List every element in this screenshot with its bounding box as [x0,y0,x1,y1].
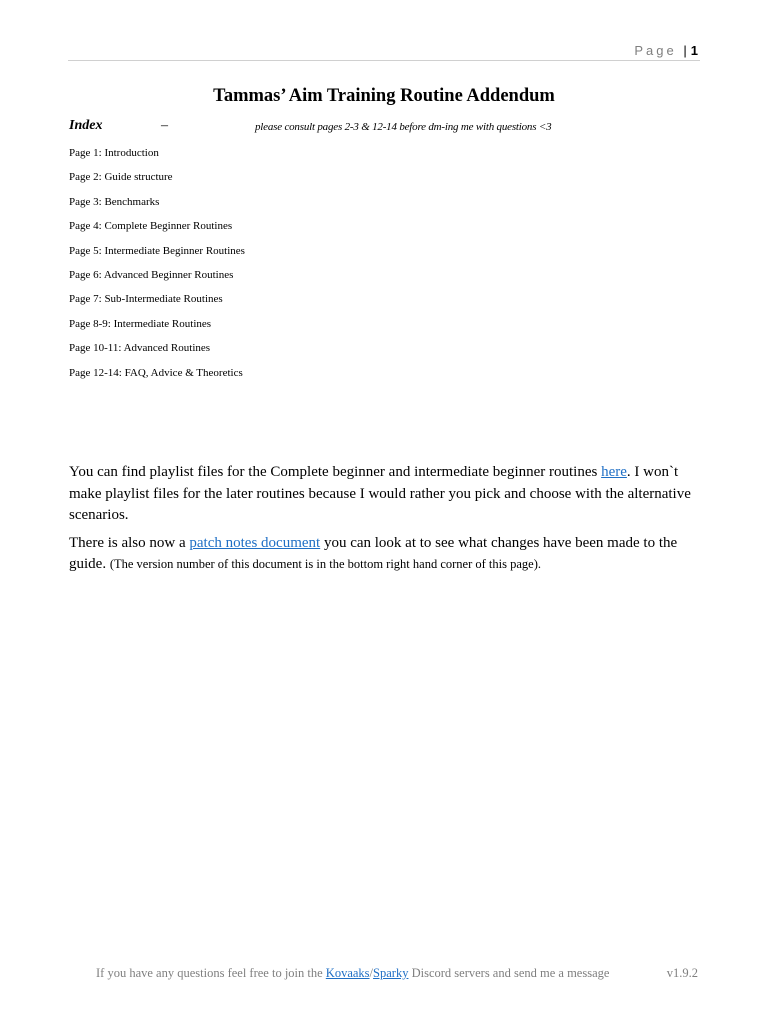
version-label: v1.9.2 [666,966,698,980]
header-rule [68,60,700,61]
document-title: Tammas’ Aim Training Routine Addendum [213,86,555,106]
toc-item: Page 1: Introduction [69,147,159,159]
version-note: (The version number of this document is in the bottom right hand corner of this page). [109,557,541,571]
paragraph-text: You can find playlist files for the Complete beginner and intermediate beginner routines [69,464,602,480]
index-dash: – [161,118,168,133]
toc-item: Page 8-9: Intermediate Routines [69,317,212,330]
playlist-paragraph [69,462,701,527]
playlist-here-link[interactable]: here [601,464,627,480]
toc-item: Page 10-11: Advanced Routines [69,342,211,355]
paragraph-text: There is also now a [69,534,190,551]
sparky-link[interactable]: Sparky [373,966,409,980]
kovaaks-link[interactable]: Kovaaks [325,966,370,980]
toc-item: Page 2: Guide structure [69,171,173,184]
page-header [634,43,698,58]
index-row [69,118,709,136]
toc-item: Page 12-14: FAQ, Advice & Theoretics [69,366,243,379]
page-word: Page [634,43,677,58]
footer-text: Discord servers and send me a message [408,966,610,980]
footer-message [96,966,609,981]
page-number: 1 [690,43,698,58]
toc-item: Page 6: Advanced Beginner Routines [69,268,234,281]
toc-item: Page 5: Intermediate Beginner Routines [69,244,245,257]
footer-text: If you have any questions feel free to join the [96,966,326,980]
table-of-contents [69,146,245,390]
page-separator: | [683,43,687,58]
patch-notes-link[interactable]: patch notes document [189,534,321,551]
index-note: please consult pages 2-3 & 12-14 before dm-ing me with questions <3 [255,121,552,133]
index-label: Index [69,118,103,133]
toc-item: Page 3: Benchmarks [69,195,160,208]
toc-item: Page 4: Complete Beginner Routines [69,220,233,233]
footer-slash: / [369,966,374,980]
body-text [69,462,701,582]
toc-item: Page 7: Sub-Intermediate Routines [69,293,223,306]
patch-notes-paragraph [69,533,701,576]
paragraph-text: you can look at to see what changes have been made to the guide. [69,534,678,572]
paragraph-text: . I won`t make playlist files for the later routines because I would rather you pick and choose with the alternative scenarios. [69,464,691,523]
